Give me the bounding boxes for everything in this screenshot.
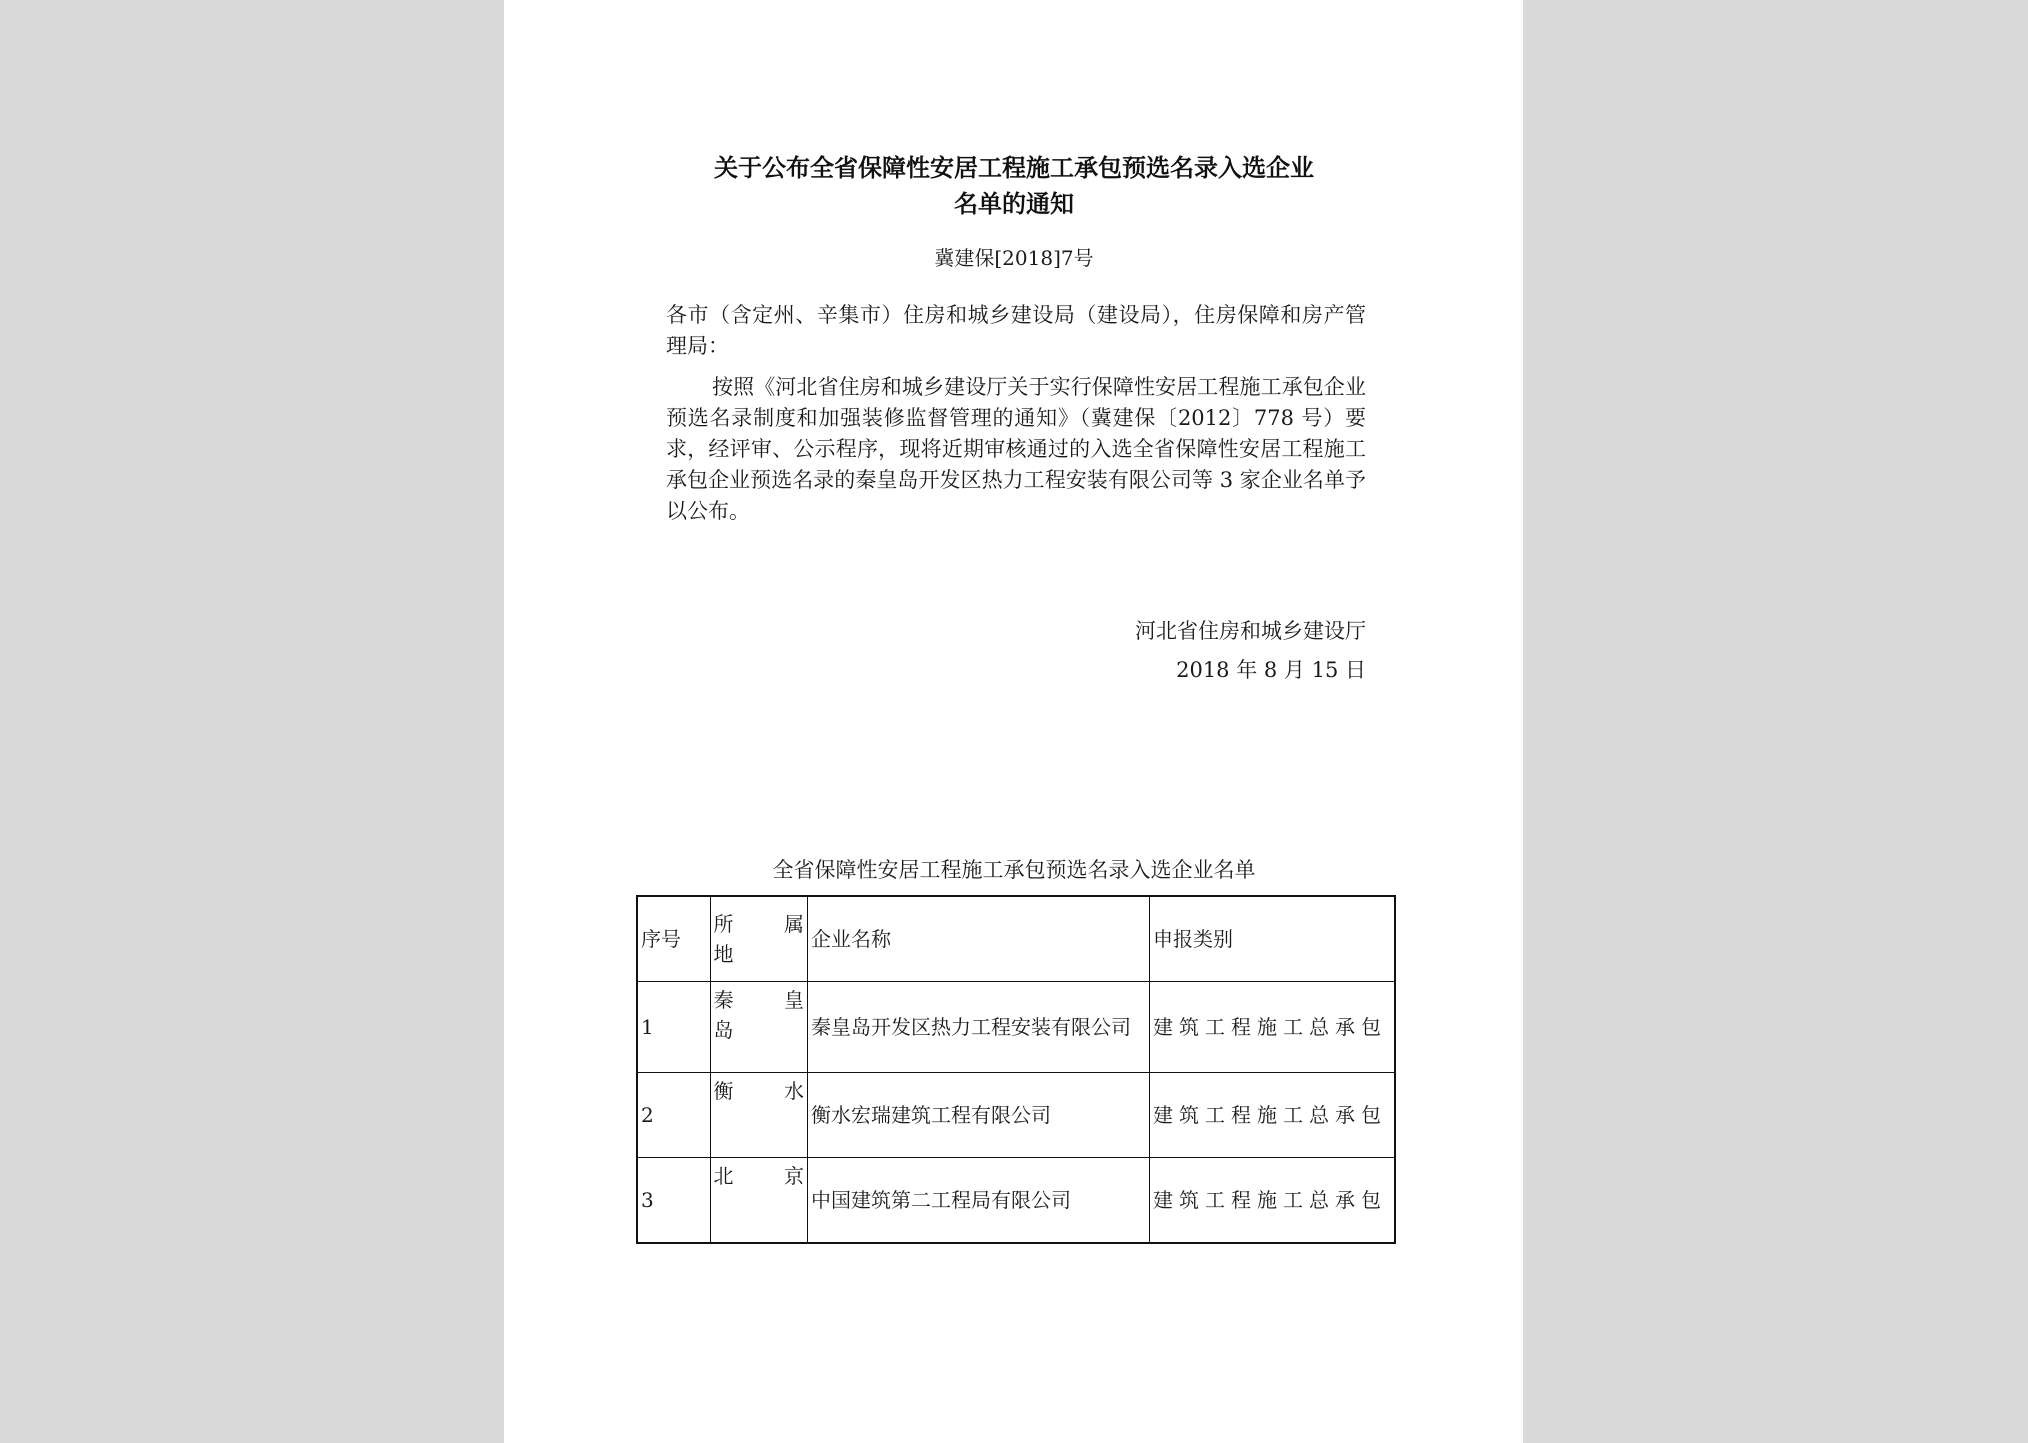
table-header-row [637, 896, 1395, 982]
enterprise-list-table [636, 895, 1396, 1244]
table-row [637, 982, 1395, 1073]
header-region [710, 896, 808, 982]
row-company: 衡水宏瑞建筑工程有限公司 [808, 1073, 1150, 1158]
body-paragraph: 按照《河北省住房和城乡建设厅关于实行保障性安居工程施工承包企业预选名录制度和加强装修监督管理的通知》（冀建保〔2012〕778 号）要求，经评审、公示程序，现将近期审核通过的入选全省保障性安居工程施工承包企业预选名录的秦皇岛开发区热力工程安装有限公司等 3 家企业名单予以公布。 [666, 375, 1366, 523]
row-region-line1: 北 京 [713, 1164, 805, 1188]
header-category-label: 申报类别 [1153, 927, 1233, 951]
notice-title-line1: 关于公布全省保障性安居工程施工承包预选名录入选企业 [714, 154, 1314, 182]
header-no [637, 896, 710, 982]
table-row [637, 1073, 1395, 1158]
table-row [637, 1158, 1395, 1244]
row-region-line1: 秦 皇 [713, 988, 805, 1012]
header-company-label: 企业名称 [811, 927, 892, 951]
row-no: 3 [637, 1158, 710, 1244]
row-no: 1 [637, 982, 710, 1073]
row-no: 2 [637, 1073, 710, 1158]
row-region [710, 982, 808, 1073]
row-region [710, 1158, 808, 1244]
row-region-line1: 衡 水 [713, 1079, 805, 1103]
header-region-line2: 地 [713, 942, 734, 966]
header-no-label: 序号 [641, 927, 681, 951]
header-category [1150, 896, 1396, 982]
row-region-line2: 岛 [713, 1018, 734, 1042]
row-region [710, 1073, 808, 1158]
row-company: 中国建筑第二工程局有限公司 [808, 1158, 1150, 1244]
document-number: 冀建保[2018]7号 [934, 246, 1094, 270]
table-title: 全省保障性安居工程施工承包预选名录入选企业名单 [772, 858, 1256, 882]
salutation: 各市（含定州、辛集市）住房和城乡建设局（建设局），住房保障和房产管理局： [666, 303, 1366, 358]
header-company [808, 896, 1150, 982]
notice-title [664, 150, 1364, 222]
signature-date: 2018 年 8 月 15 日 [1176, 658, 1366, 682]
row-category: 建筑工程施工总承包 [1150, 982, 1396, 1073]
signature-organization: 河北省住房和城乡建设厅 [1135, 619, 1366, 643]
header-region-line1: 所 属 [713, 912, 805, 936]
document-page [504, 0, 1523, 1443]
row-company: 秦皇岛开发区热力工程安装有限公司 [808, 982, 1150, 1073]
row-category: 建筑工程施工总承包 [1150, 1073, 1396, 1158]
notice-title-line2: 名单的通知 [954, 190, 1074, 218]
row-category: 建筑工程施工总承包 [1150, 1158, 1396, 1244]
